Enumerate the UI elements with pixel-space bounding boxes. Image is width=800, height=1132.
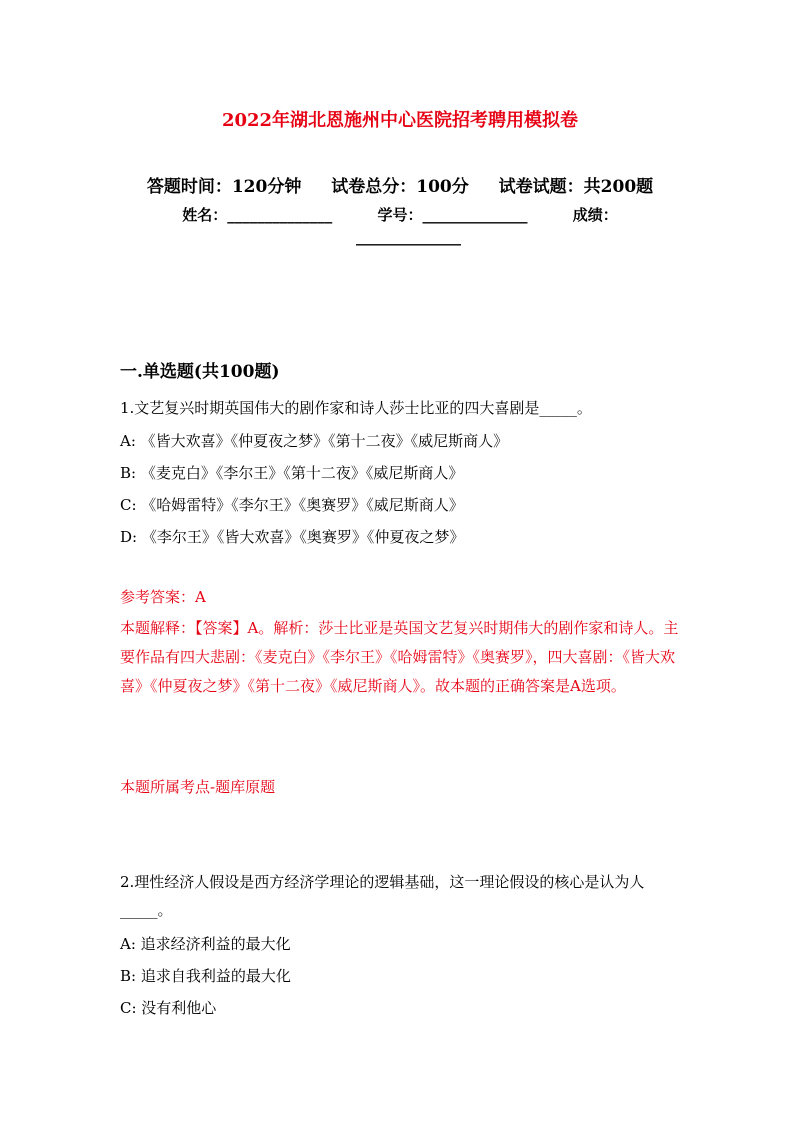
- section-title: 一.单选题(共100题): [120, 362, 280, 382]
- exam-time: 答题时间：120分钟: [146, 177, 302, 197]
- question-1-answer: 参考答案：A: [120, 588, 206, 606]
- question-1-explanation: 本题解释：【答案】A。解析：莎士比亚是英国文艺复兴时期伟大的剧作家和诗人。主要作品有四大悲剧：《麦克白》《李尔王》《哈姆雷特》《奥赛罗》，四大喜剧：《皆大欢喜》《仲夏夜之梦》《第十二夜》《威尼斯商人》。故本题的正确答案是A选项。: [120, 619, 679, 695]
- student-info: [0, 204, 800, 225]
- exam-meta: [0, 172, 800, 197]
- question-2-stem: 2.理性经济人假设是西方经济学理论的逻辑基础，这一理论假设的核心是认为人_____。: [120, 873, 645, 919]
- exam-question-count: 试卷试题：共200题: [498, 177, 654, 197]
- student-id-field: 学号：______________: [377, 206, 528, 224]
- page-title: 2022年湖北恩施州中心医院招考聘用模拟卷: [221, 110, 579, 131]
- score-field-label: 成绩：: [572, 206, 618, 224]
- exam-total-score: 试卷总分：100分: [331, 177, 469, 197]
- question-2-option-c: C: 没有利他心: [120, 999, 217, 1017]
- question-1-source: 本题所属考点-题库原题: [120, 778, 276, 796]
- question-2-option-b: B: 追求自我利益的最大化: [120, 967, 291, 985]
- question-1-option-b: B: 《麦克白》《李尔王》《第十二夜》《威尼斯商人》: [120, 464, 464, 482]
- question-1-stem: 1.文艺复兴时期英国伟大的剧作家和诗人莎士比亚的四大喜剧是_____。: [120, 399, 592, 417]
- score-field-blank: ______________: [356, 228, 461, 246]
- question-1-option-c: C: 《哈姆雷特》《李尔王》《奥赛罗》《威尼斯商人》: [120, 496, 464, 514]
- question-1-option-d: D: 《李尔王》《皆大欢喜》《奥赛罗》《仲夏夜之梦》: [120, 528, 465, 546]
- question-1-option-a: A: 《皆大欢喜》《仲夏夜之梦》《第十二夜》《威尼斯商人》: [120, 432, 509, 450]
- name-field: 姓名：______________: [182, 206, 333, 224]
- question-2-option-a: A: 追求经济利益的最大化: [120, 935, 291, 953]
